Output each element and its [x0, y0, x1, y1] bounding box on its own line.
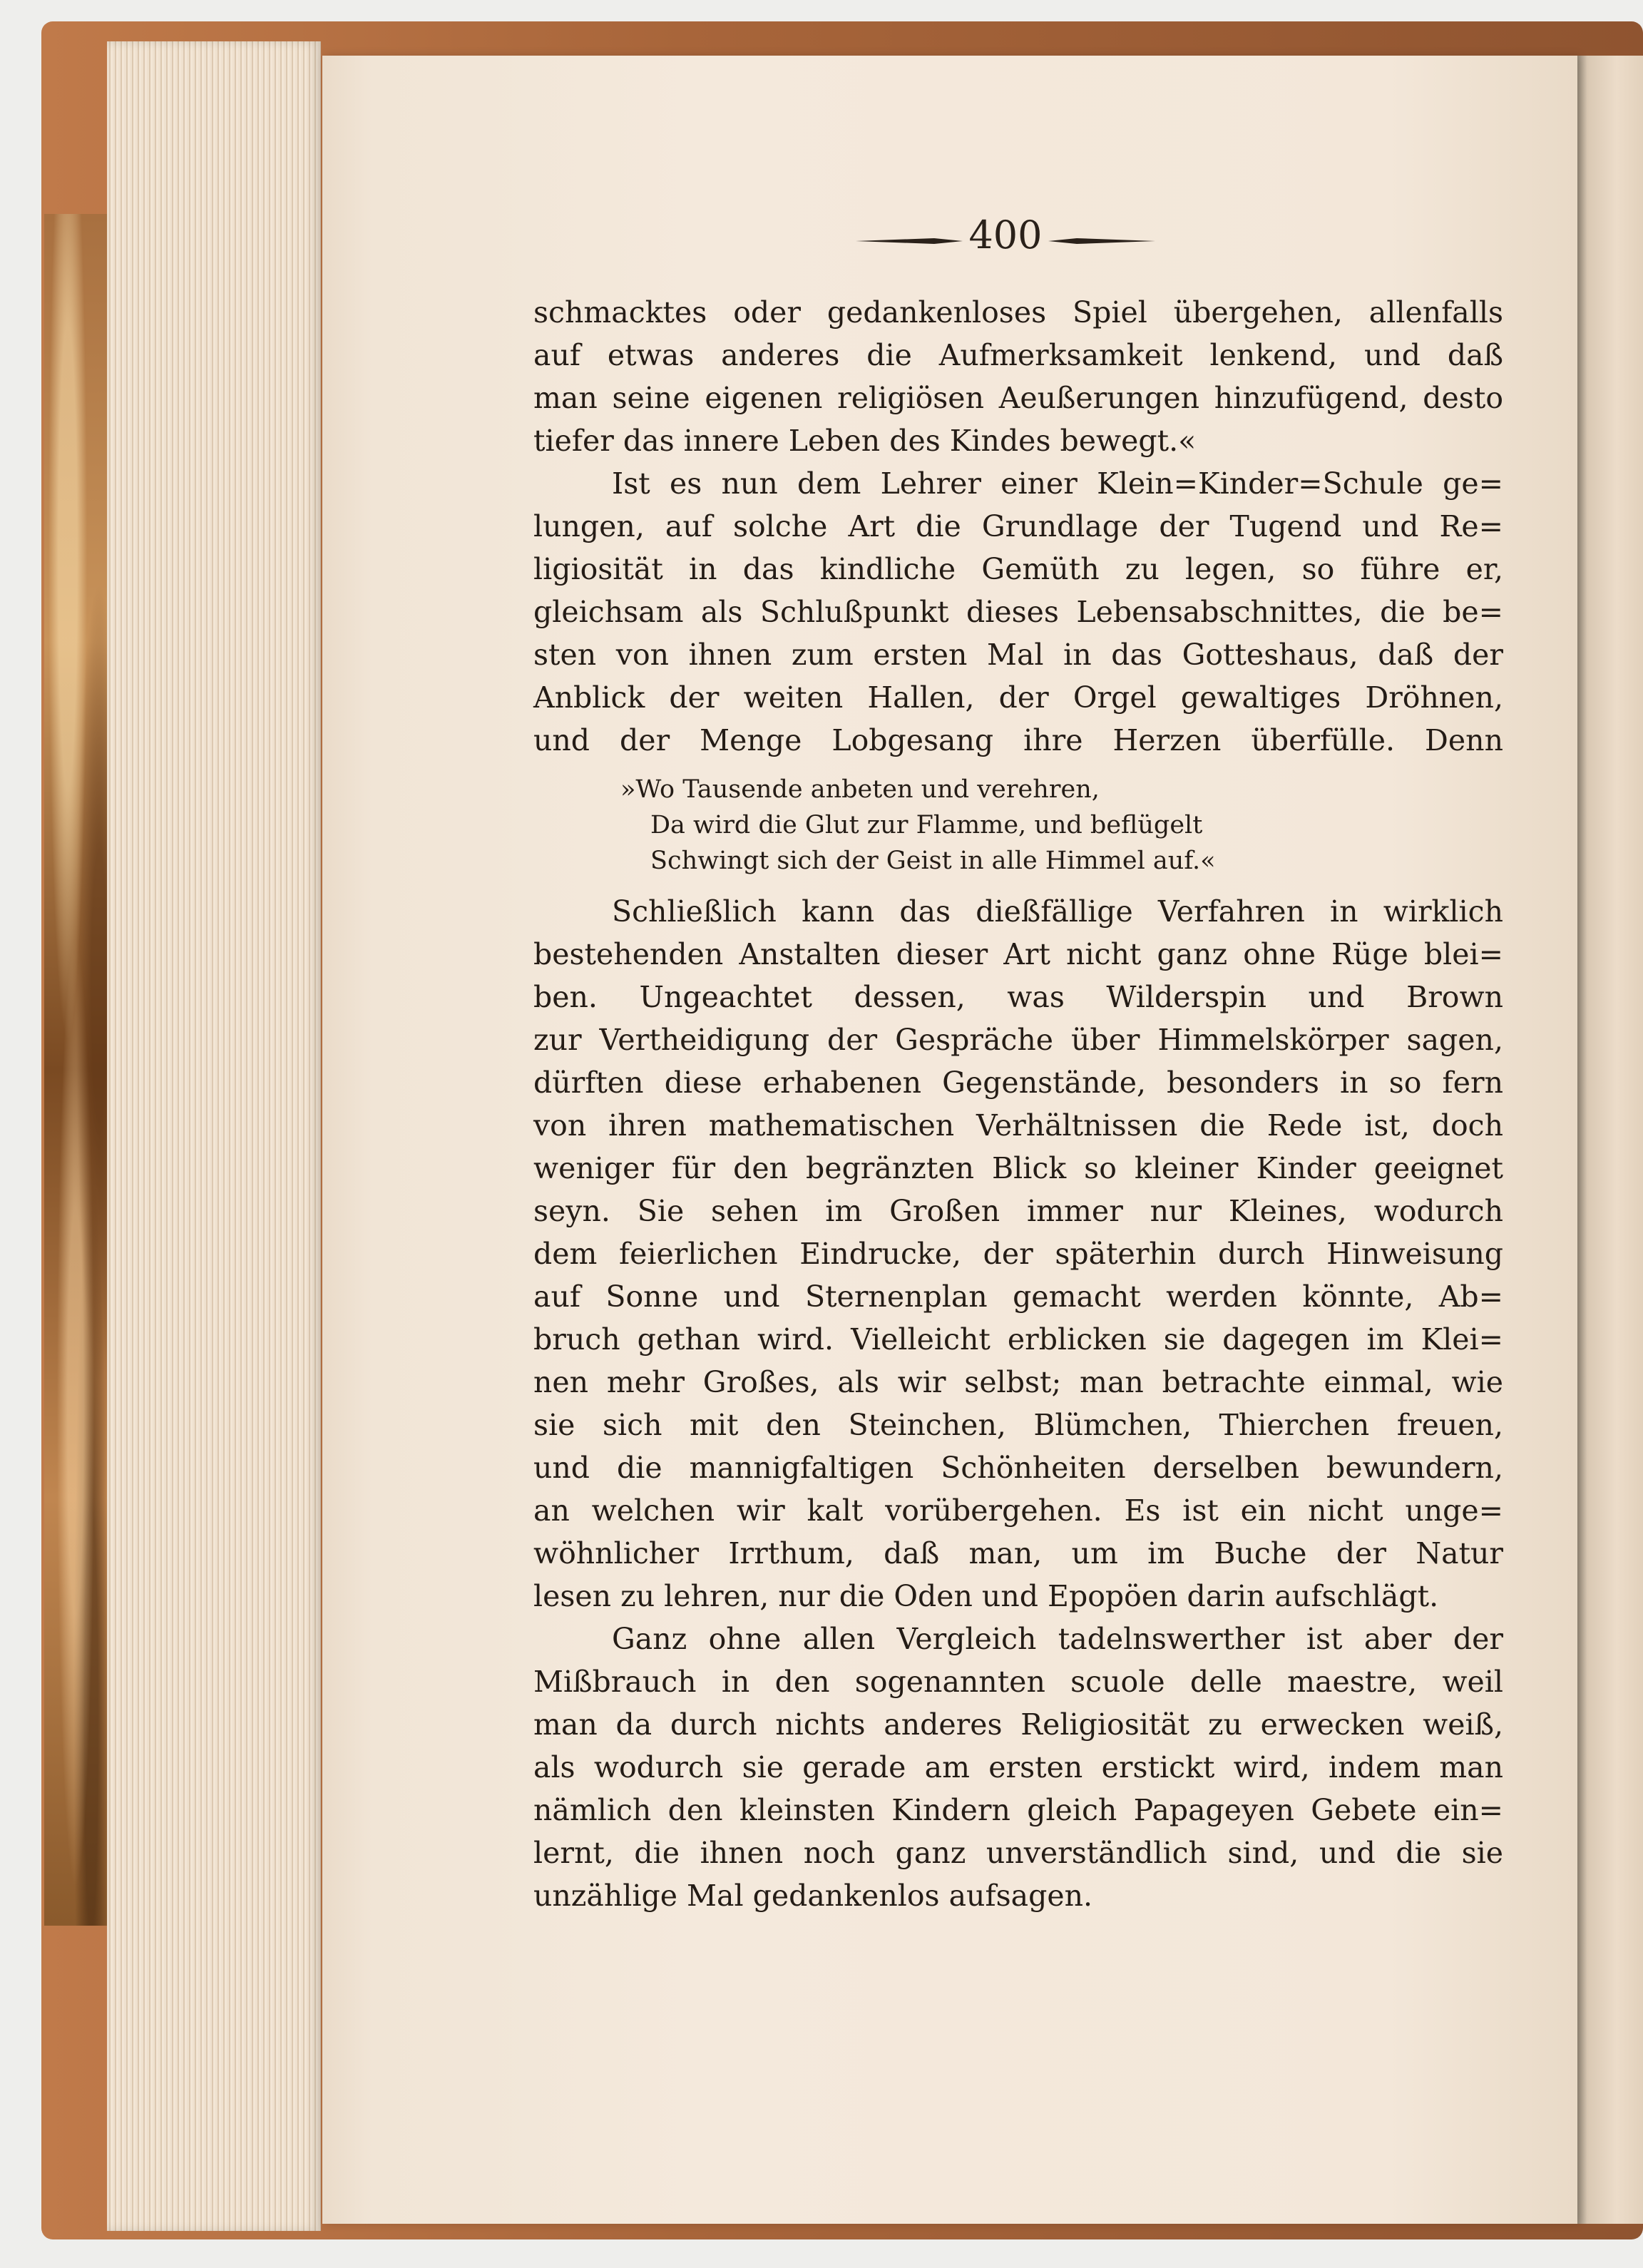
- page-edges: [107, 41, 321, 2231]
- facing-page-edge: [1577, 56, 1643, 2224]
- text-line: ligiosität in das kindliche Gemüth zu legen, so führe er,: [533, 552, 1503, 586]
- right-ornament-icon: [1048, 234, 1155, 248]
- page-header: [856, 213, 1155, 270]
- text-line: von ihren mathematischen Verhältnissen die Rede ist, doch: [533, 1108, 1503, 1143]
- text-line: nämlich den kleinsten Kindern gleich Papageyen Gebete ein=: [533, 1793, 1503, 1827]
- text-line: man seine eigenen religiösen Aeußerungen hinzufügend, desto: [533, 381, 1503, 415]
- text-line: bestehenden Anstalten dieser Art nicht ganz ohne Rüge blei=: [533, 937, 1503, 971]
- text-line: bruch gethan wird. Vielleicht erblicken sie dagegen im Klei=: [533, 1322, 1503, 1357]
- paragraph-2: [533, 462, 1503, 762]
- text-line: an welchen wir kalt vorübergehen. Es ist ein nicht unge=: [533, 1493, 1503, 1528]
- text-line: Mißbrauch in den sogenannten scuole delle maestre, weil: [533, 1665, 1503, 1699]
- text-line: dürften diese erhabenen Gegenstände, besonders in so fern: [533, 1066, 1503, 1100]
- page-number: 400: [968, 213, 1043, 257]
- text-line: Schließlich kann das dießfällige Verfahren in wirklich: [612, 894, 1503, 929]
- text-line: lungen, auf solche Art die Grundlage der Tugend und Re=: [533, 509, 1503, 543]
- text-line: schmacktes oder gedankenloses Spiel übergehen, allenfalls: [533, 295, 1503, 330]
- text-line: Ist es nun dem Lehrer einer Klein=Kinder=Schule ge=: [612, 466, 1503, 501]
- text-line: lernt, die ihnen noch ganz unverständlich sind, und die sie: [533, 1836, 1503, 1870]
- poem-line: »Wo Tausende anbeten und verehren,: [620, 775, 1100, 804]
- text-line: nen mehr Großes, als wir selbst; man betrachte einmal, wie: [533, 1365, 1503, 1399]
- text-line: als wodurch sie gerade am ersten erstickt wird, indem man: [533, 1750, 1503, 1784]
- text-line: tiefer das innere Leben des Kindes bewegt.«: [533, 424, 1197, 458]
- text-line: unzählige Mal gedankenlos aufsagen.: [533, 1879, 1093, 1913]
- text-line: wöhnlicher Irrthum, daß man, um im Buche der Natur: [533, 1536, 1503, 1570]
- paragraph-3: [533, 890, 1503, 1618]
- poem-quote: [620, 772, 1391, 879]
- poem-line: Da wird die Glut zur Flamme, und beflügelt: [650, 811, 1203, 839]
- paragraph-4: [533, 1618, 1503, 1917]
- text-line: und die mannigfaltigen Schönheiten derselben bewundern,: [533, 1451, 1503, 1485]
- poem-line: Schwingt sich der Geist in alle Himmel auf.«: [650, 847, 1216, 875]
- text-line: gleichsam als Schlußpunkt dieses Lebensabschnittes, die be=: [533, 595, 1503, 629]
- text-line: ben. Ungeachtet dessen, was Wilderspin und Brown: [533, 980, 1503, 1014]
- text-line: dem feierlichen Eindrucke, der späterhin durch Hinweisung: [533, 1237, 1503, 1271]
- text-line: sten von ihnen zum ersten Mal in das Gotteshaus, daß der: [533, 638, 1503, 672]
- text-line: seyn. Sie sehen im Großen immer nur Kleines, wodurch: [533, 1194, 1503, 1228]
- text-line: weniger für den begränzten Blick so kleiner Kinder geeignet: [533, 1151, 1503, 1185]
- text-line: und der Menge Lobgesang ihre Herzen überfülle. Denn: [533, 723, 1503, 757]
- text-line: sie sich mit den Steinchen, Blümchen, Thierchen freuen,: [533, 1408, 1503, 1442]
- left-ornament-icon: [856, 234, 963, 248]
- text-line: zur Vertheidigung der Gespräche über Himmelskörper sagen,: [533, 1023, 1503, 1057]
- text-line: auf etwas anderes die Aufmerksamkeit lenkend, und daß: [533, 338, 1503, 372]
- paragraph-1: [533, 291, 1503, 462]
- text-line: lesen zu lehren, nur die Oden und Epopöen darin aufschlägt.: [533, 1579, 1439, 1613]
- text-line: Ganz ohne allen Vergleich tadelnswerther ist aber der: [612, 1622, 1503, 1656]
- text-line: man da durch nichts anderes Religiosität zu erwecken weiß,: [533, 1707, 1503, 1742]
- text-line: Anblick der weiten Hallen, der Orgel gewaltiges Dröhnen,: [533, 680, 1503, 715]
- text-line: auf Sonne und Sternenplan gemacht werden könnte, Ab=: [533, 1279, 1503, 1314]
